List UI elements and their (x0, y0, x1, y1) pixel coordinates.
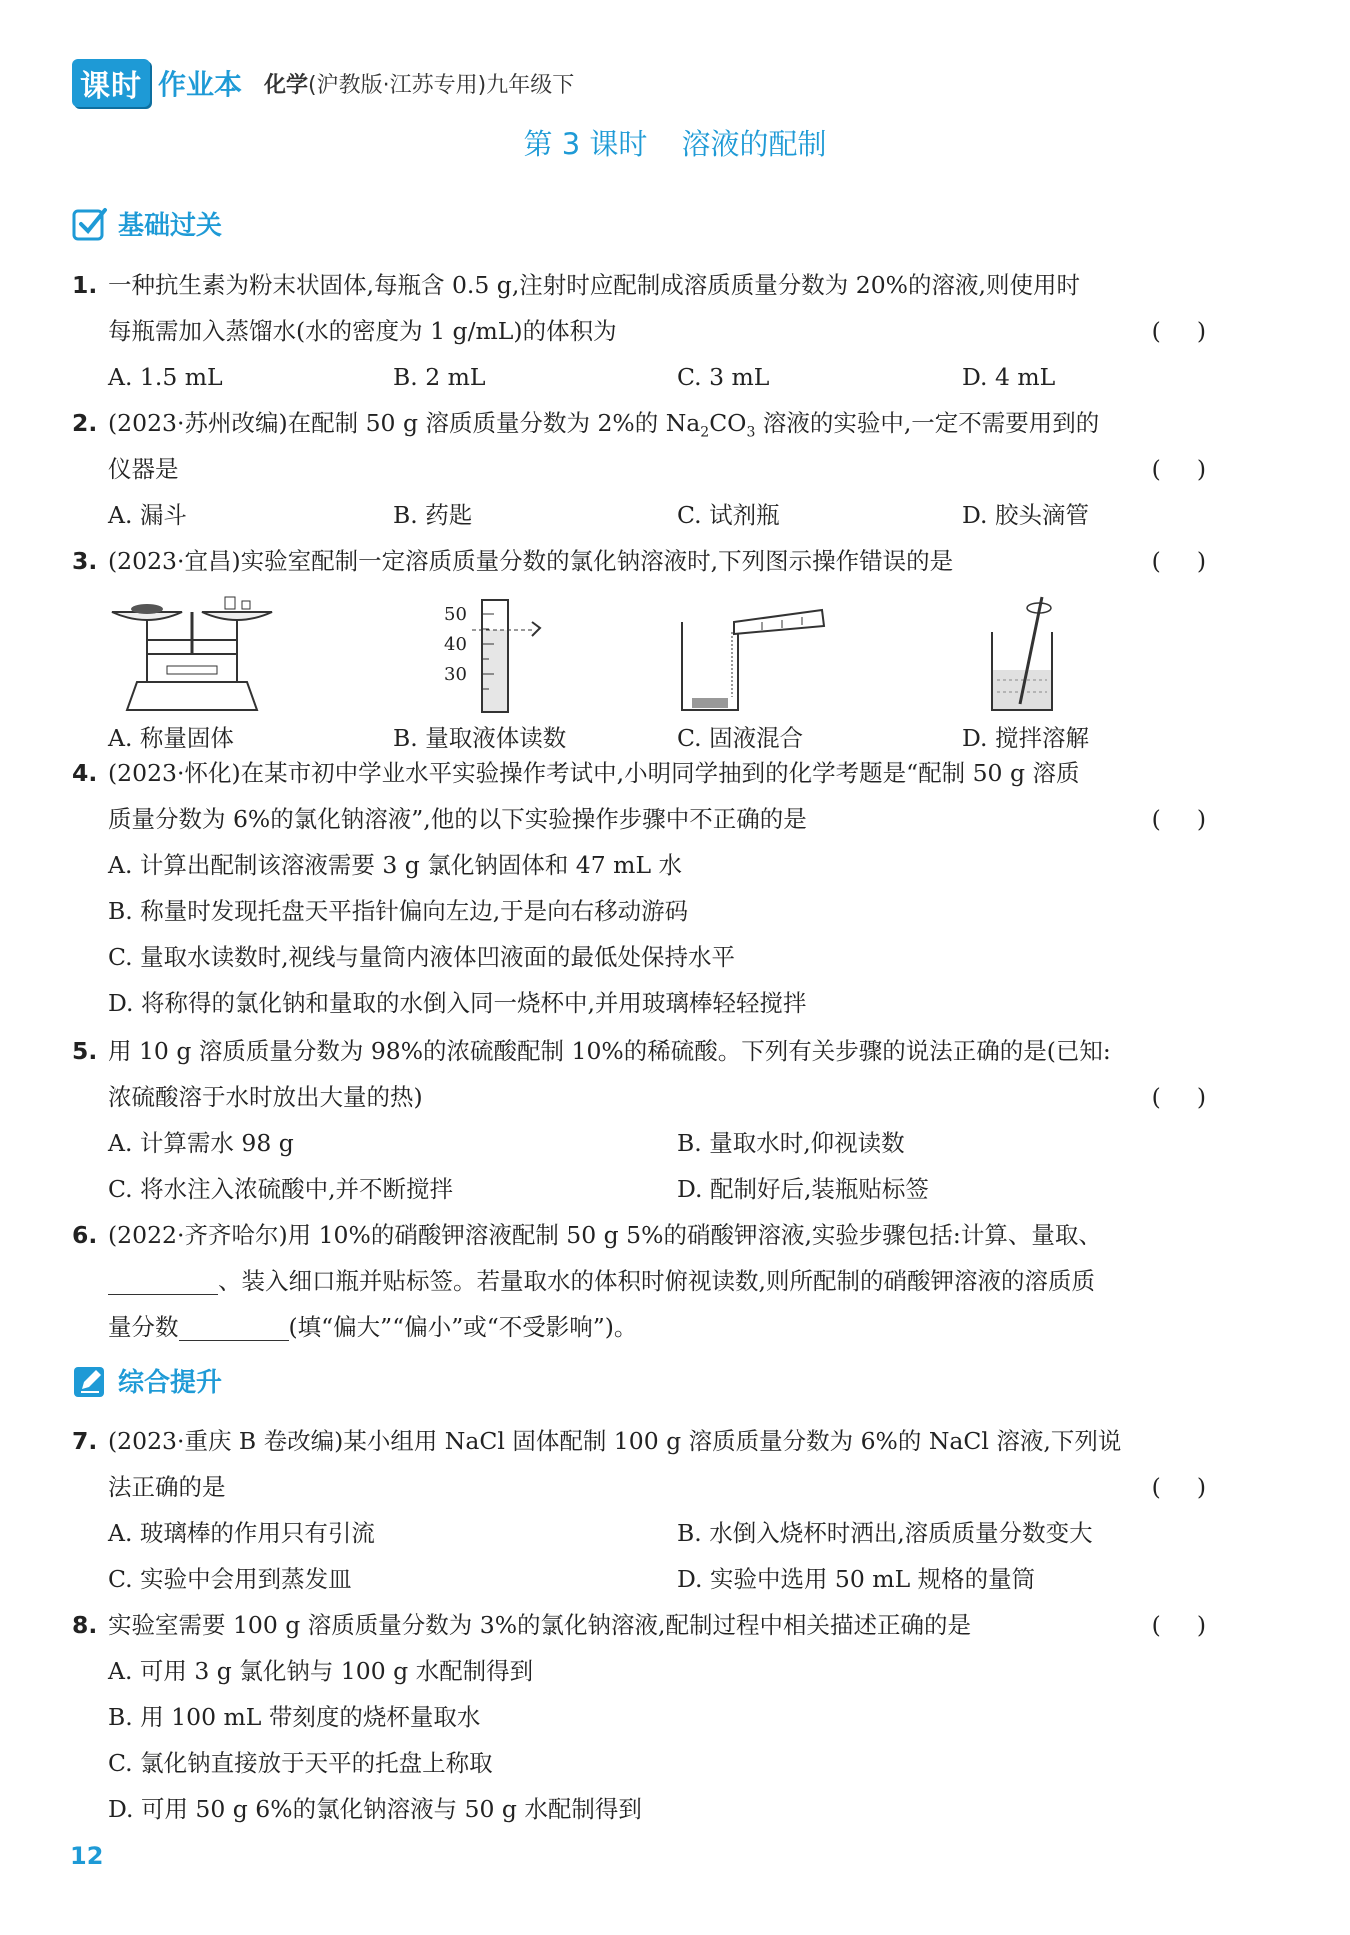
option-d[interactable]: D. 配制好后,装瓶贴标签 (677, 1175, 929, 1203)
answer-parentheses[interactable]: () (1151, 455, 1242, 483)
series-logo (72, 59, 242, 107)
answer-parentheses[interactable]: () (1151, 1083, 1242, 1111)
cylinder-tick-50: 50 (444, 604, 467, 625)
option-b[interactable]: B. 量取水时,仰视读数 (677, 1129, 905, 1157)
option-a[interactable]: A. 计算需水 98 g (108, 1129, 294, 1157)
question-7 (72, 1418, 1242, 1602)
question-number: 6. (72, 1221, 98, 1249)
option-a[interactable]: A. 1.5 mL (108, 363, 223, 391)
answer-parentheses[interactable]: () (1151, 317, 1242, 345)
answer-parentheses[interactable]: () (1151, 1473, 1242, 1501)
question-text: (2023·苏州改编)在配制 50 g 溶质质量分数为 2%的 $Na_2CO_3$ 溶液的实验中,一定不需要用到的 (108, 409, 1100, 441)
option-d[interactable]: D. 将称得的氯化钠和量取的水倒入同一烧杯中,并用玻璃棒轻轻搅拌 (108, 989, 807, 1017)
option-b[interactable]: B. 称量时发现托盘天平指针偏向左边,于是向右移动游码 (108, 897, 689, 925)
question-6 (72, 1212, 1242, 1350)
lesson-number: 第 3 课时 (523, 127, 648, 161)
logo-badge: 课时 (72, 59, 150, 107)
question-text: (2023·怀化)在某市初中学业水平实验操作考试中,小明同学抽到的化学考题是“配制 50 g 溶质 (108, 759, 1080, 787)
question-2 (72, 400, 1242, 538)
question-number: 4. (72, 759, 98, 787)
stirring-illustration (982, 592, 1092, 717)
question-number: 5. (72, 1037, 98, 1065)
option-c[interactable]: C. 实验中会用到蒸发皿 (108, 1565, 352, 1593)
page-number: 12 (70, 1842, 104, 1870)
fill-blank-1[interactable] (108, 1264, 218, 1295)
page-header (72, 60, 574, 106)
question-number: 8. (72, 1611, 98, 1639)
option-a[interactable]: A. 玻璃棒的作用只有引流 (108, 1519, 375, 1547)
option-a[interactable]: A. 漏斗 (108, 501, 187, 529)
question-number: 2. (72, 409, 98, 437)
option-d[interactable]: D. 4 mL (962, 363, 1056, 391)
option-a[interactable]: A. 可用 3 g 氯化钠与 100 g 水配制得到 (108, 1657, 534, 1685)
lesson-title (0, 122, 1350, 163)
question-1 (72, 262, 1242, 400)
option-d[interactable]: D. 可用 50 g 6%的氯化钠溶液与 50 g 水配制得到 (108, 1795, 642, 1823)
book-title (264, 68, 574, 99)
section-basic-label: 基础过关 (118, 211, 223, 241)
question-text: 实验室需要 100 g 溶质质量分数为 3%的氯化钠溶液,配制过程中相关描述正确的是 (108, 1611, 972, 1639)
question-text: 用 10 g 溶质质量分数为 98%的浓硫酸配制 10%的稀硫酸。下列有关步骤的说法正确的是(已知: (108, 1037, 1111, 1065)
figure-caption-a: A. 称量固体 (108, 724, 234, 752)
option-c[interactable]: C. 量取水读数时,视线与量筒内液体凹液面的最低处保持水平 (108, 943, 736, 971)
question-text: (2023·宜昌)实验室配制一定溶质质量分数的氯化钠溶液时,下列图示操作错误的是 (108, 547, 954, 575)
question-5 (72, 1028, 1242, 1212)
lesson-name: 溶液的配制 (681, 127, 827, 161)
pouring-illustration (672, 592, 832, 717)
figure-caption-d: D. 搅拌溶解 (962, 724, 1089, 752)
option-d[interactable]: D. 胶头滴管 (962, 501, 1089, 529)
pencil-note-icon (72, 1363, 108, 1399)
cylinder-tick-40: 40 (444, 634, 467, 655)
option-c[interactable]: C. 3 mL (677, 363, 770, 391)
question-text: (2022·齐齐哈尔)用 10%的硝酸钾溶液配制 50 g 5%的硝酸钾溶液,实验步骤包括:计算、量取、 (108, 1221, 1102, 1249)
fill-blank-2[interactable] (179, 1310, 289, 1341)
question-number: 3. (72, 547, 98, 575)
subject-label: 化学 (264, 72, 309, 98)
answer-parentheses[interactable]: () (1151, 1611, 1242, 1639)
balance-illustration (107, 592, 277, 717)
question-text: (2023·重庆 B 卷改编)某小组用 NaCl 固体配制 100 g 溶质质量分数为 6%的 NaCl 溶液,下列说 (108, 1427, 1122, 1455)
graduated-cylinder-illustration (442, 592, 552, 717)
question-text: 每瓶需加入蒸馏水(水的密度为 1 g/mL)的体积为 (108, 317, 617, 345)
answer-parentheses[interactable]: () (1151, 547, 1242, 575)
option-d[interactable]: D. 实验中选用 50 mL 规格的量筒 (677, 1565, 1036, 1593)
question-text: 法正确的是 (108, 1473, 226, 1501)
question-text: 一种抗生素为粉末状固体,每瓶含 0.5 g,注射时应配制成溶质质量分数为 20%的溶液,则使用时 (108, 271, 1080, 299)
question-text: 浓硫酸溶于水时放出大量的热) (108, 1083, 423, 1111)
option-c[interactable]: C. 将水注入浓硫酸中,并不断搅拌 (108, 1175, 454, 1203)
logo-name: 作业本 (158, 68, 243, 101)
option-b[interactable]: B. 水倒入烧杯时洒出,溶质质量分数变大 (677, 1519, 1093, 1547)
question-text: 质量分数为 6%的氯化钠溶液”,他的以下实验操作步骤中不正确的是 (108, 805, 807, 833)
checkbox-icon (72, 206, 108, 242)
cylinder-tick-30: 30 (444, 664, 467, 685)
question-number: 1. (72, 271, 98, 299)
section-advanced (72, 1362, 222, 1399)
section-basic (72, 205, 222, 242)
question-text: 量分数 (填“偏大”“偏小”或“不受影响”)。 (108, 1304, 637, 1350)
question-text: 、装入细口瓶并贴标签。若量取水的体积时俯视读数,则所配制的硝酸钾溶液的溶质质 (108, 1258, 1095, 1304)
question-8 (72, 1602, 1242, 1832)
question-4 (72, 750, 1242, 1026)
option-c[interactable]: C. 试剂瓶 (677, 501, 780, 529)
option-a[interactable]: A. 计算出配制该溶液需要 3 g 氯化钠固体和 47 mL 水 (108, 851, 683, 879)
figure-caption-c: C. 固液混合 (677, 724, 804, 752)
answer-parentheses[interactable]: () (1151, 805, 1242, 833)
figure-caption-b: B. 量取液体读数 (393, 724, 567, 752)
question-3 (72, 538, 1242, 584)
question-number: 7. (72, 1427, 98, 1455)
option-b[interactable]: B. 2 mL (393, 363, 486, 391)
edition-label: (沪教版·江苏专用)九年级下 (308, 72, 575, 98)
q3-figures (72, 592, 1252, 752)
option-c[interactable]: C. 氯化钠直接放于天平的托盘上称取 (108, 1749, 493, 1777)
section-advanced-label: 综合提升 (118, 1368, 223, 1398)
option-b[interactable]: B. 用 100 mL 带刻度的烧杯量取水 (108, 1703, 481, 1731)
question-text: 仪器是 (108, 455, 179, 483)
option-b[interactable]: B. 药匙 (393, 501, 473, 529)
